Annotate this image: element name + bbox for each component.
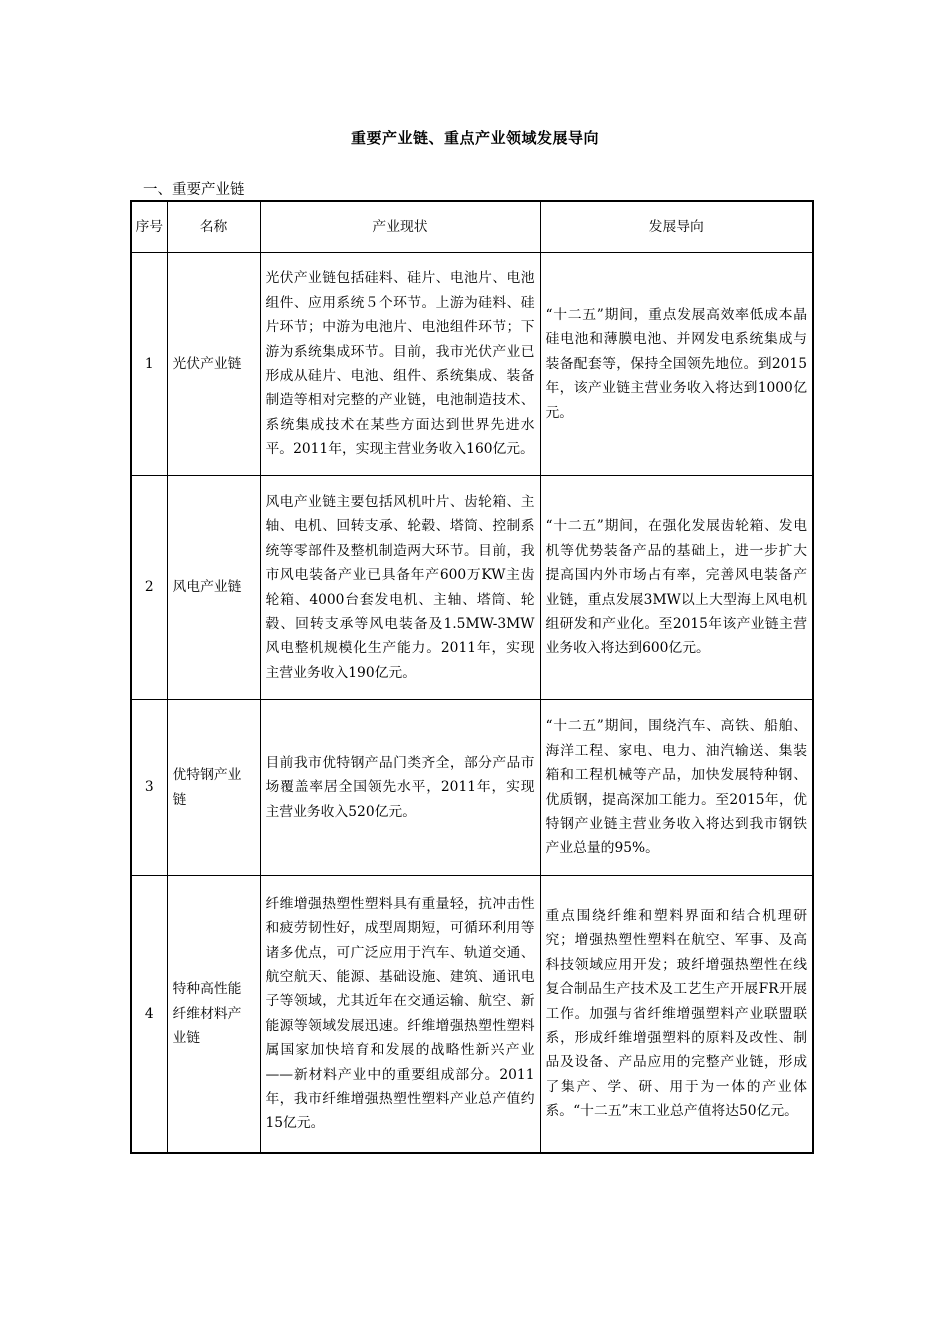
header-seq: 序号 [131, 201, 167, 253]
cell-name: 风电产业链 [167, 476, 260, 700]
industry-chain-table [130, 200, 814, 1154]
document-title: 重要产业链、重点产业领域发展导向 [350, 129, 599, 147]
table-row [131, 876, 813, 1153]
cell-name: 优特钢产业链 [167, 700, 260, 876]
table-row [131, 253, 813, 476]
section-heading: 一、重要产业链 [143, 182, 245, 198]
cell-seq: 1 [131, 253, 167, 476]
cell-direction: “十二五”期间，在强化发展齿轮箱、发电机等优势装备产品的基础上，进一步扩大提高国内外市场占有率，完善风电装备产业链，重点发展3MW以上大型海上风电机组研发和产业化。至2015年该产业链主营业务收入将达到600亿元。 [540, 476, 813, 700]
header-direction: 发展导向 [540, 201, 813, 253]
header-status: 产业现状 [260, 201, 540, 253]
table-row [131, 700, 813, 876]
table-header-row [131, 201, 813, 253]
cell-status: 目前我市优特钢产品门类齐全，部分产品市场覆盖率居全国领先水平，2011年，实现主营业务收入520亿元。 [260, 700, 540, 876]
table-row [131, 476, 813, 700]
cell-seq: 3 [131, 700, 167, 876]
cell-direction: “十二五”期间，重点发展高效率低成本晶硅电池和薄膜电池、并网发电系统集成与装备配套等，保持全国领先地位。到2015年，该产业链主营业务收入将达到1000亿元。 [540, 253, 813, 476]
cell-name: 光伏产业链 [167, 253, 260, 476]
cell-direction: “十二五”期间，围绕汽车、高铁、船舶、海洋工程、家电、电力、油汽输送、集装箱和工程机械等产品，加快发展特种钢、优质钢，提高深加工能力。至2015年，优特钢产业链主营业务收入将达到我市钢铁产业总量的95%。 [540, 700, 813, 876]
cell-name: 特种高性能纤维材料产业链 [167, 876, 260, 1153]
cell-seq: 4 [131, 876, 167, 1153]
header-name: 名称 [167, 201, 260, 253]
cell-status: 光伏产业链包括硅料、硅片、电池片、电池组件、应用系统５个环节。上游为硅料、硅片环节；中游为电池片、电池组件环节；下游为系统集成环节。目前，我市光伏产业已形成从硅片、电池、组件、系统集成、装备制造等相对完整的产业链，电池制造技术、系统集成技术在某些方面达到世界先进水平。2011年，实现主营业务收入160亿元。 [260, 253, 540, 476]
cell-status: 纤维增强热塑性塑料具有重量轻，抗冲击性和疲劳韧性好，成型周期短，可循环利用等诸多优点，可广泛应用于汽车、轨道交通、航空航天、能源、基础设施、建筑、通讯电子等领域，尤其近年在交通运输、航空、新能源等领域发展迅速。纤维增强热塑性塑料属国家加快培育和发展的战略性新兴产业——新材料产业中的重要组成部分。2011年，我市纤维增强热塑性塑料产业总产值约15亿元。 [260, 876, 540, 1153]
cell-status: 风电产业链主要包括风机叶片、齿轮箱、主轴、电机、回转支承、轮毂、塔筒、控制系统等零部件及整机制造两大环节。目前，我市风电装备产业已具备年产600万KW主齿轮箱、4000台套发电机、主轴、塔筒、轮毂、回转支承等风电装备及1.5MW-3MW风电整机规模化生产能力。2011年，实现主营业务收入190亿元。 [260, 476, 540, 700]
cell-seq: 2 [131, 476, 167, 700]
cell-direction: 重点围绕纤维和塑料界面和结合机理研究；增强热塑性塑料在航空、军事、及高科技领域应用开发；玻纤增强热塑性在线复合制品生产技术及工艺生产开展FR开展工作。加强与省纤维增强塑料产业联盟联系，形成纤维增强塑料的原料及改性、制品及设备、产品应用的完整产业链，形成了集产、学、研、用于为一体的产业体系。“十二五”末工业总产值将达50亿元。 [540, 876, 813, 1153]
